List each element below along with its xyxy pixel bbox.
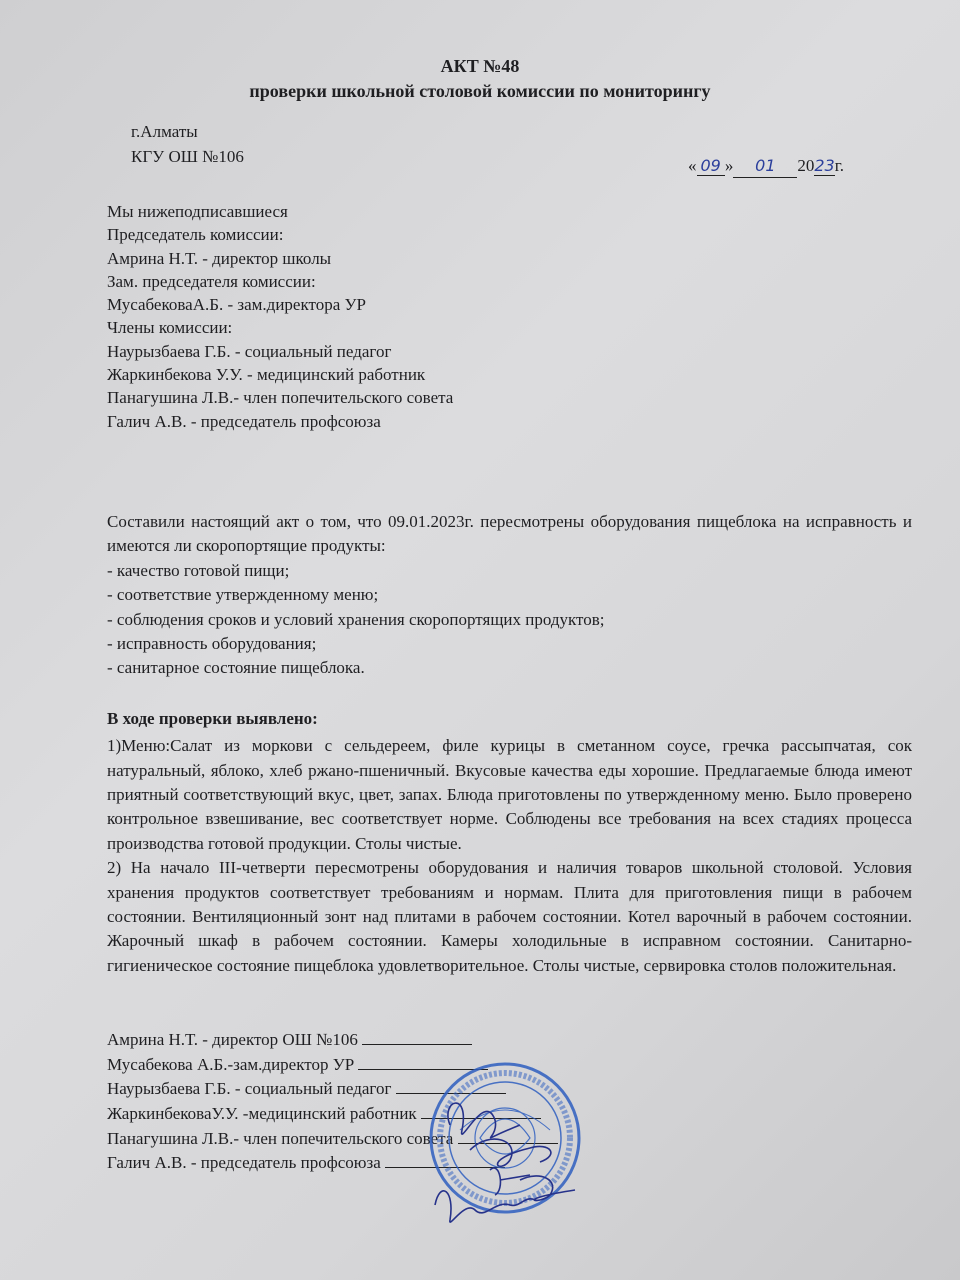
signature-blank [458, 1142, 558, 1144]
document-subtitle: проверки школьной столовой комиссии по мониторингу [249, 81, 711, 101]
signature-line: Наурызбаева Г.Б. - социальный педагог [107, 1079, 392, 1099]
commission-line: Мы нижеподписавшиеся [107, 202, 288, 221]
signature-line: Амрина Н.Т. - директор ОШ №106 [107, 1030, 358, 1050]
document-body [107, 200, 912, 1176]
commission-line: МусабековаА.Б. - зам.директора УР [107, 295, 366, 315]
checklist-item: - исправность оборудования; [107, 634, 317, 653]
signature-line: Мусабекова А.Б.-зам.директор УР [107, 1054, 355, 1074]
signature-blank [421, 1117, 541, 1119]
commission-line: Галич А.В. - председатель профсоюза [107, 411, 381, 431]
commission-line: Члены комиссии: [107, 318, 233, 338]
intro-paragraph: Составили настоящий акт о том, что 09.01.2023г. пересмотрены оборудования пищеблока на исправность и имеются ли скоропортящие продукты: [107, 511, 912, 556]
signature-line: Панагушина Л.В.- член попечительского совета [107, 1128, 454, 1148]
checklist-item: - соблюдения сроков и условий хранения скоропортящих продуктов; [107, 609, 605, 629]
signature-blank [396, 1092, 506, 1094]
findings-heading: В ходе проверки выявлено: [107, 708, 318, 728]
commission-line: Наурызбаева Г.Б. - социальный педагог [107, 341, 392, 361]
date-month: 01 [733, 154, 797, 178]
checklist-item: - санитарное состояние пищеблока. [107, 658, 365, 678]
finding-1: 1)Меню:Салат из моркови с сельдереем, филе курицы в сметанном соусе, гречка рассыпчатая, сок натуральный, яблоко, хлеб ржано-пшеничный. Вкусовые качества еды хорошие. Предлагаемые блюда имеют приятный соответствующий вкус, цвет, запах. Блюда приготовлены по утвержденному меню. Было проверено контрольное взвешивание, вес соответствует норме. Соблюдены все требования на всех стадиях процесса производства готовой продукции. Столы чистые. [107, 736, 912, 853]
commission-line: Председатель комиссии: [107, 225, 284, 245]
signature-blank [362, 1043, 472, 1045]
signature-line: ЖаркинбековаУ.У. -медицинский работник [107, 1104, 417, 1124]
commission-line: Зам. председателя комиссии: [107, 271, 316, 291]
commission-line: Амрина Н.Т. - директор школы [107, 248, 332, 268]
checklist-item: - качество готовой пищи; [107, 560, 290, 580]
signature-blank [385, 1166, 505, 1168]
commission-line: Жаркинбекова У.У. - медицинский работник [107, 365, 426, 385]
signature-list [107, 1028, 912, 1176]
document-title: АКТ №48 [440, 56, 520, 76]
signature-blank [358, 1068, 488, 1070]
checklist [107, 559, 912, 681]
organization: КГУ ОШ №106 [131, 147, 244, 166]
finding-2: 2) На начало III-четверти пересмотрены оборудования и наличия товаров школьной столовой. Условия хранения продуктов соответствует требованиям и нормам. Плита для приготовления пищи в рабочем состоянии. Вентиляционный зонт над плитами в рабочем состоянии. Котел варочный в рабочем состоянии. Жарочный шкаф в рабочем состоянии. Камеры холодильные в исправном состоянии. Санитарно-гигиеническое состояние пищеблока удовлетворительное. Столы чистые, сервировка столов положительная. [107, 858, 912, 975]
checklist-item: - соответствие утвержденному меню; [107, 585, 379, 605]
date-year: 23 [814, 156, 835, 175]
signature-line: Галич А.В. - председатель профсоюза [107, 1153, 381, 1173]
date-day: 09 [697, 156, 725, 176]
city: г.Алматы [131, 122, 198, 141]
document-date: « 09 » 01 2023г. [688, 154, 844, 178]
commission-list [107, 200, 912, 433]
commission-line: Панагушина Л.В.- член попечительского совета [107, 388, 454, 408]
